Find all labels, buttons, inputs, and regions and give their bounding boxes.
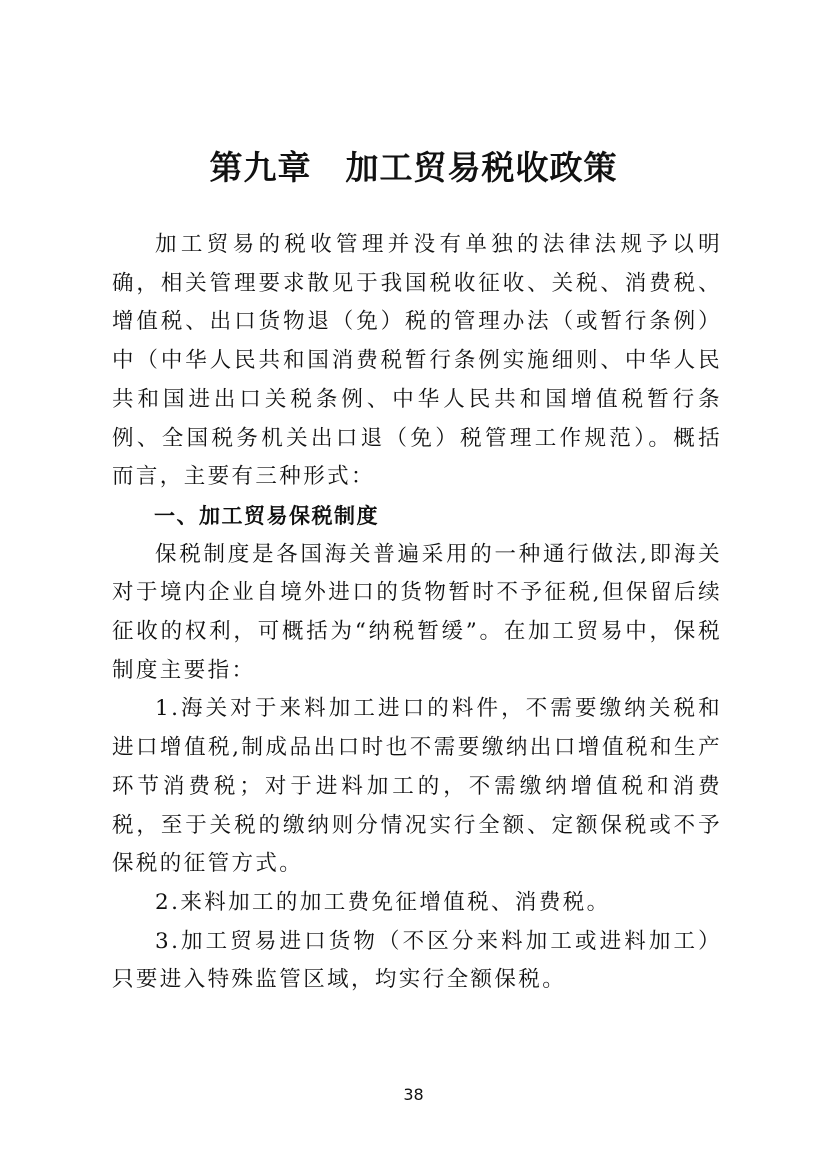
list-item-1: 1.海关对于来料加工进口的料件，不需要缴纳关税和进口增值税,制成品出口时也不需要缴纳出口增值税和生产环节消费税；对于进料加工的，不需缴纳增值税和消费税，至于关税的缴纳则分情况实行全额、定额保税或不予保税的征管方式。 [112,696,722,877]
list-item-2: 2.来料加工的加工费免征增值税、消费税。 [155,889,611,915]
page-number: 38 [403,1085,424,1104]
definition-paragraph: 保税制度是各国海关普遍采用的一种通行做法,即海关对于境内企业自境外进口的货物暂时不予征税,但保留后续征收的权利，可概括为“纳税暂缓”。在加工贸易中，保税制度主要指： [112,541,722,683]
body-text [112,226,722,1000]
chapter-title: 第九章 加工贸易税收政策 [209,148,618,187]
section-heading: 一、加工贸易保税制度 [154,503,379,528]
intro-paragraph: 加工贸易的税收管理并没有单独的法律法规予以明确，相关管理要求散见于我国税收征收、关税、消费税、增值税、出口货物退（免）税的管理办法（或暂行条例）中（中华人民共和国消费税暂行条例实施细则、中华人民共和国进出口关税条例、中华人民共和国增值税暂行条例、全国税务机关出口退（免）税管理工作规范）。概括而言，主要有三种形式： [112,232,722,490]
list-item-3: 3.加工贸易进口货物（不区分来料加工或进料加工）只要进入特殊监管区域，均实行全额保税。 [112,928,722,993]
